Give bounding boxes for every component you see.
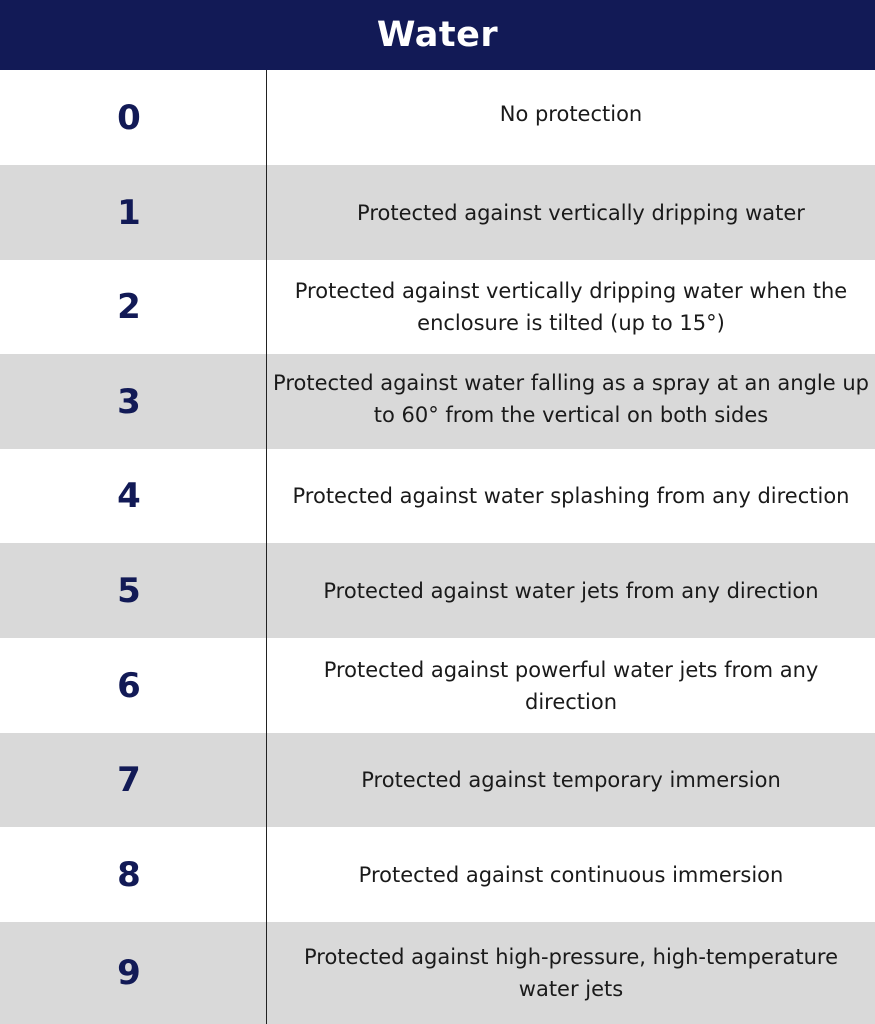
rating-description-text: Protected against water jets from any direction bbox=[323, 578, 819, 603]
rating-description bbox=[267, 449, 875, 543]
rating-number: 8 bbox=[117, 854, 141, 895]
rating-description bbox=[267, 260, 875, 354]
rating-description bbox=[267, 922, 875, 1024]
table-header bbox=[0, 0, 875, 70]
table-row bbox=[0, 70, 875, 165]
table-row bbox=[0, 354, 875, 449]
table-row bbox=[0, 827, 875, 922]
rating-description-text: Protected against temporary immersion bbox=[361, 768, 781, 792]
rating-description bbox=[267, 354, 875, 449]
rating-description-text: Protected against high-pressure, high-temperature water jets bbox=[303, 945, 838, 1001]
rating-description bbox=[267, 543, 875, 638]
rating-description-text: Protected against continuous immersion bbox=[358, 862, 784, 887]
rating-number: 7 bbox=[117, 760, 141, 800]
table-row bbox=[0, 165, 875, 260]
rating-description-text: Protected against water splashing from any direction bbox=[292, 484, 850, 508]
rating-number: 3 bbox=[117, 381, 141, 422]
table-row bbox=[0, 922, 875, 1024]
rating-number: 6 bbox=[117, 665, 141, 706]
rating-number: 2 bbox=[117, 287, 141, 327]
rating-description-text: Protected against vertically dripping water bbox=[357, 200, 805, 225]
table-row bbox=[0, 260, 875, 354]
column-divider bbox=[266, 70, 267, 1024]
table-row bbox=[0, 449, 875, 543]
rating-number: 9 bbox=[117, 953, 141, 993]
table-row bbox=[0, 733, 875, 827]
rating-description-text: Protected against vertically dripping water when the enclosure is tilted (up to 15°) bbox=[294, 279, 848, 335]
rating-description-text: Protected against powerful water jets from any direction bbox=[323, 657, 819, 714]
rating-description bbox=[267, 165, 875, 260]
rating-number: 5 bbox=[117, 570, 141, 611]
table-title: Water bbox=[376, 15, 499, 55]
rating-description-text: Protected against water falling as a spray at an angle up to 60° from the vertical on both sides bbox=[273, 370, 869, 427]
rating-description-text: No protection bbox=[499, 101, 643, 126]
table-row bbox=[0, 543, 875, 638]
rating-description bbox=[267, 733, 875, 827]
rating-number: 0 bbox=[117, 97, 141, 138]
rating-description bbox=[267, 70, 875, 165]
rating-number: 4 bbox=[117, 476, 141, 516]
table-row bbox=[0, 638, 875, 733]
rating-description bbox=[267, 638, 875, 733]
rating-description bbox=[267, 827, 875, 922]
rating-number: 1 bbox=[117, 192, 141, 233]
